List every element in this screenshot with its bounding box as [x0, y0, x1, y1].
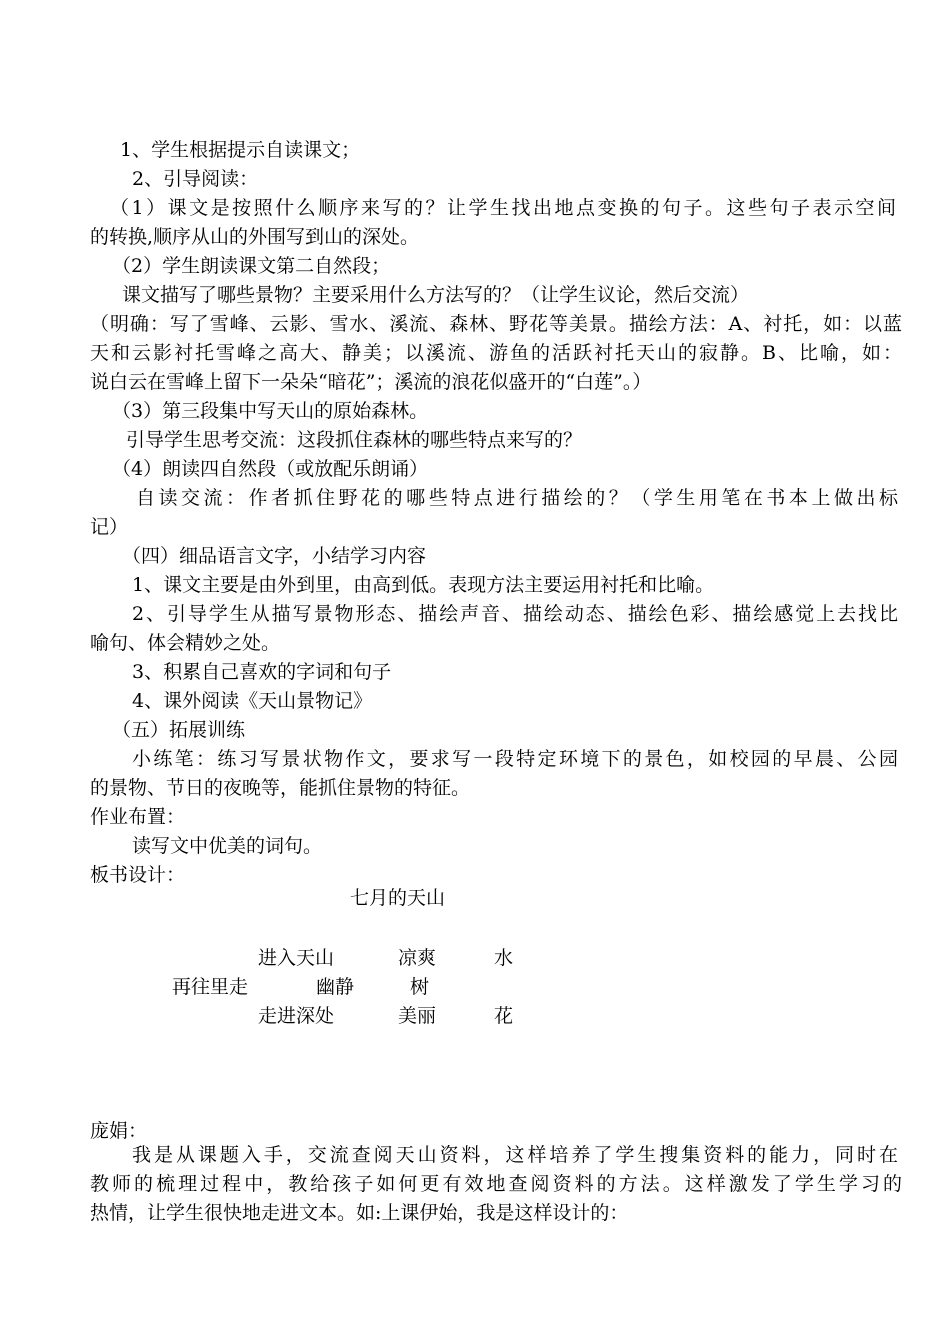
board-place-2: 再往里走: [172, 976, 249, 998]
section-five-heading: （五）拓展训练: [112, 719, 246, 741]
question-4-prompt-line-1: 自读交流：作者抓住野花的哪些特点进行描绘的？（学生用笔在书本上做出标: [136, 487, 898, 509]
question-1-line-1: （1）课文是按照什么顺序来写的？让学生找出地点变换的句子。这些句子表示空间: [110, 197, 896, 219]
board-feature-3: 美丽: [398, 1005, 437, 1027]
summary-2-line-2: 喻句、体会精妙之处。: [90, 632, 281, 654]
reflection-author: 庞娟：: [90, 1120, 148, 1142]
board-title: 七月的天山: [350, 887, 446, 909]
reflection-line-1: 我是从课题入手，交流查阅天山资料，这样培养了学生搜集资料的能力，同时在: [132, 1144, 898, 1166]
board-place-3: 走进深处: [258, 1005, 335, 1027]
board-feature-2: 幽静: [316, 976, 355, 998]
question-1-line-2: 的转换,顺序从山的外围写到山的深处。: [90, 226, 420, 248]
board-scene-2: 树: [410, 976, 430, 998]
answer-line-1: （明确：写了雪峰、云影、雪水、溪流、森林、野花等美景。描绘方法：A、衬托，如：以蓝: [90, 313, 902, 335]
summary-1: 1、课文主要是由外到里，由高到低。表现方法主要运用衬托和比喻。: [132, 574, 715, 596]
homework-content: 读写文中优美的词句。: [132, 835, 323, 857]
section-four-heading: （四）细品语言文字，小结学习内容: [122, 545, 427, 567]
answer-line-2: 天和云影衬托雪峰之高大、静美；以溪流、游鱼的活跃衬托天山的寂静。B、比喻，如：: [90, 342, 902, 364]
reflection-line-3: 热情，让学生很快地走进文本。如:上课伊始，我是这样设计的：: [90, 1202, 629, 1224]
board-scene-1: 水: [494, 947, 514, 969]
question-2: （2）学生朗读课文第二自然段；: [112, 255, 391, 277]
board-scene-3: 花: [494, 1005, 514, 1027]
question-2-prompt: 课文描写了哪些景物？主要采用什么方法写的？（让学生议论，然后交流）: [122, 284, 750, 306]
board-place-1: 进入天山: [258, 947, 335, 969]
board-design-heading: 板书设计：: [90, 864, 186, 886]
homework-heading: 作业布置：: [90, 806, 186, 828]
board-feature-1: 凉爽: [398, 947, 437, 969]
summary-3: 3、积累自己喜欢的字词和句子: [132, 661, 392, 683]
step-self-read: 1、学生根据提示自读课文；: [120, 139, 361, 161]
question-3-prompt: 引导学生思考交流：这段抓住森林的哪些特点来写的？: [126, 429, 583, 451]
question-4: （4）朗读四自然段（或放配乐朗诵）: [112, 458, 429, 480]
practice-line-2: 的景物、节日的夜晚等，能抓住景物的特征。: [90, 777, 471, 799]
question-3: （3）第三段集中写天山的原始森林。: [112, 400, 429, 422]
summary-2-line-1: 2、引导学生从描写景物形态、描绘声音、描绘动态、描绘色彩、描绘感觉上去找比: [132, 603, 898, 625]
answer-line-3: 说白云在雪峰上留下一朵朵“暗花”；溪流的浪花似盛开的“白莲”。）: [90, 371, 652, 393]
summary-4: 4、课外阅读《天山景物记》: [132, 690, 373, 712]
step-guided-read: 2、引导阅读：: [132, 168, 259, 190]
reflection-line-2: 教师的梳理过程中，教给孩子如何更有效地查阅资料的方法。这样激发了学生学习的: [90, 1173, 902, 1195]
question-4-prompt-line-2: 记）: [90, 516, 129, 538]
practice-line-1: 小练笔：练习写景状物作文，要求写一段特定环境下的景色，如校园的早晨、公园: [132, 748, 898, 770]
